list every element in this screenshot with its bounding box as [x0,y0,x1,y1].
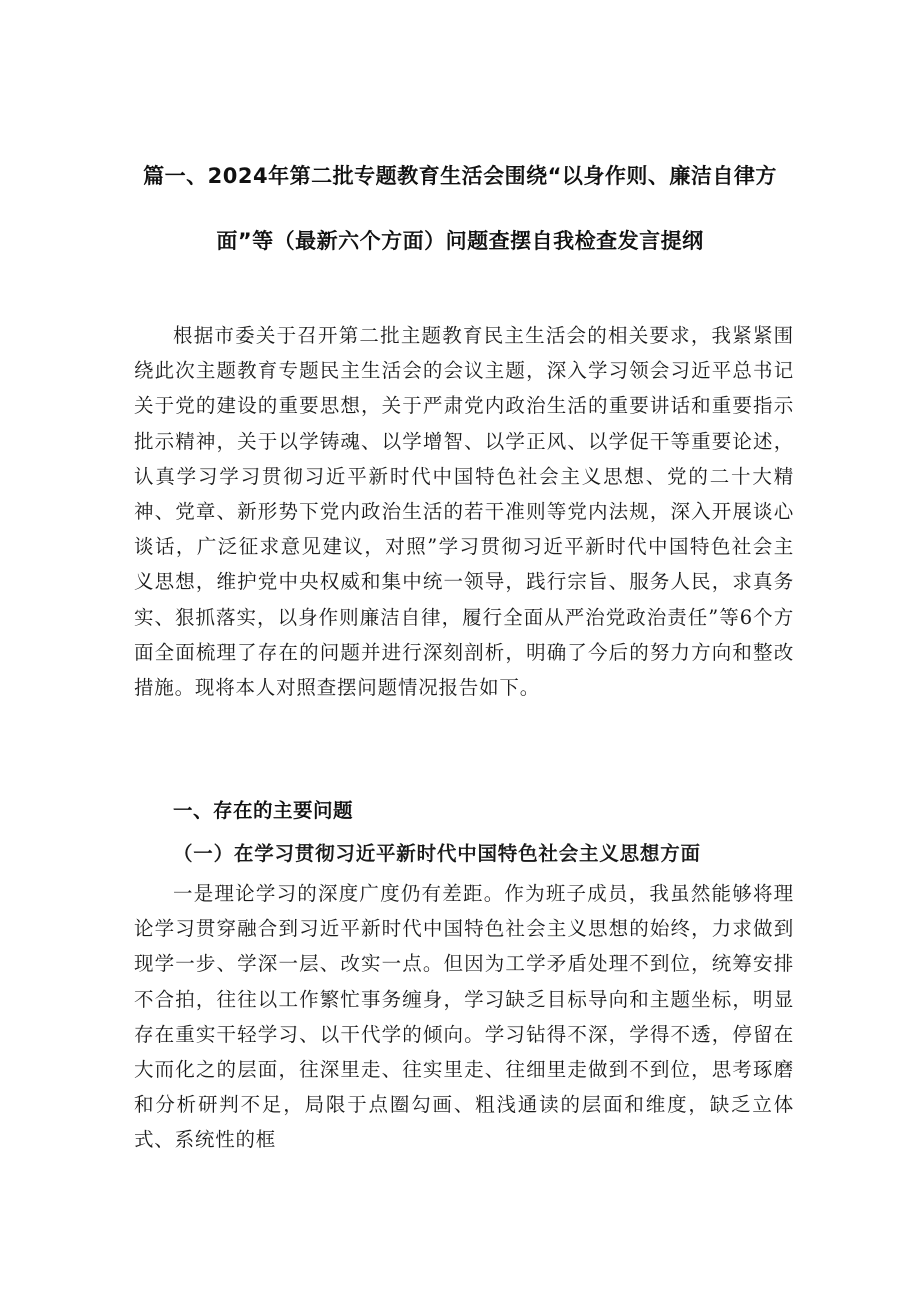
body-paragraph: 一是理论学习的深度广度仍有差距。作为班子成员，我虽然能够将理论学习贯穿融合到习近平新时代中国特色社会主义思想的始终，力求做到现学一步、学深一层、改实一点。但因为工学矛盾处理不到位，统筹安排不合拍，往往以工作繁忙事务缠身，学习缺乏目标导向和主题坐标，明显存在重实干轻学习、以干代学的倾向。学习钻得不深，学得不透，停留在大而化之的层面，往深里走、往实里走、往细里走做到不到位，思考琢磨和分析研判不足，局限于点圈勾画、粗浅通读的层面和维度，缺乏立体式、系统性的框 [134,882,794,1152]
intro-paragraph: 根据市委关于召开第二批主题教育民主生活会的相关要求，我紧紧围绕此次主题教育专题民主生活会的会议主题，深入学习领会习近平总书记关于党的建设的重要思想，关于严肃党内政治生活的重要讲话和重要指示批示精神，关于以学铸魂、以学增智、以学正风、以学促干等重要论述，认真学习学习贯彻习近平新时代中国特色社会主义思想、党的二十大精神、党章、新形势下党内政治生活的若干准则等党内法规，深入开展谈心谈话，广泛征求意见建议，对照”学习贯彻习近平新时代中国特色社会主义思想，维护党中央权威和集中统一领导，践行宗旨、服务人民，求真务实、狠抓落实，以身作则廉洁自律，履行全面从严治党政治责任”等6个方面全面梳理了存在的问题并进行深刻剖析，明确了今后的努力方向和整改措施。现将本人对照查摆问题情况报告如下。 [134,324,794,700]
section-heading: 一、存在的主要问题 [173,799,354,822]
subsection-heading: （一）在学习贯彻习近平新时代中国特色社会主义思想方面 [173,842,701,865]
document-title-line-1: 篇一、2024年第二批专题教育生活会围绕“以身作则、廉洁自律方 [143,164,777,188]
document-title-line-2: 面”等（最新六个方面）问题查摆自我检查发言提纲 [216,229,704,253]
